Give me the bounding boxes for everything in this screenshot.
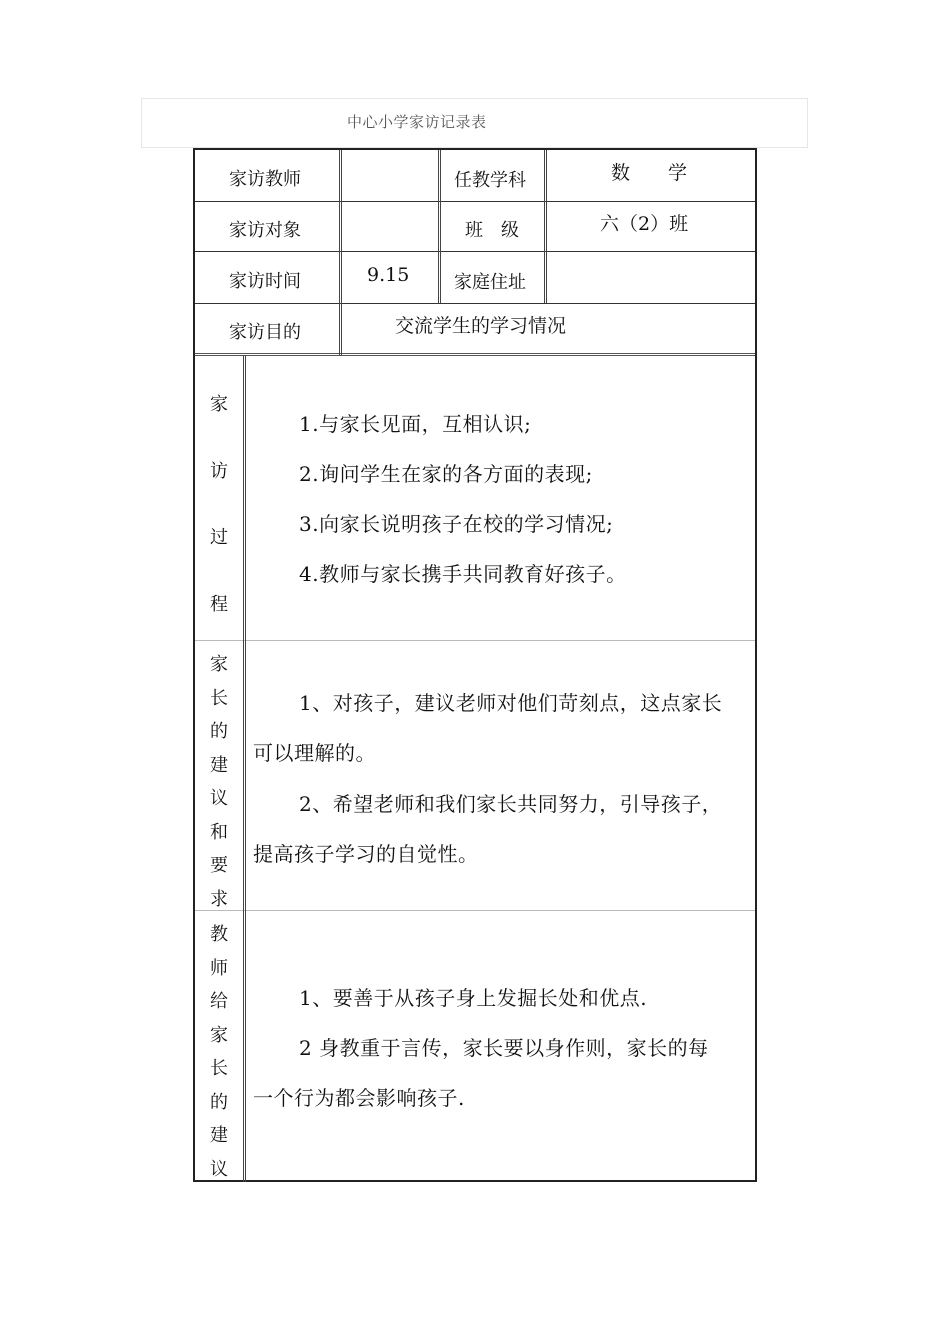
parent-suggestion-line: 可以理解的。 (253, 741, 376, 765)
teacher-suggestion-line: 1、要善于从孩子身上发掘长处和优点. (299, 986, 648, 1010)
class-label: 班 级 (465, 220, 519, 241)
subject-label: 任教学科 (454, 170, 526, 191)
parent-suggestion-line: 1、对孩子，建议老师对他们苛刻点，这点家长 (299, 691, 723, 715)
time-value: 9.15 (367, 264, 410, 286)
teacher-label: 家访教师 (229, 169, 301, 190)
purpose-label: 家访目的 (229, 322, 301, 343)
home-visit-form: 家访教师 任教学科 数 学 家访对象 班 级 六（2）班 家访时间 9.15 家庭住址 家访目的 交流学生的学习情况 家 访 过 程 1.与家长见面，互相认识; 2.询问学生在家的各方面的表现; 3.向家长说明孩子在校的学习情况; 4.教师与家长携手共同教育好孩子。 家 长 的 建 议 和 要 求 1、对孩子，建议老师对他们苛刻点，这点家长 可以理解的。 2、希望老师和我们家长共同努力，引导孩子， 提高孩子学习的自觉性。 教 师 给 家 长 的 建 议 1、要善于从孩子身上发掘长处和优点. 2 身教重于言传，家长要以身作则，家长的每 一个行为都会影响孩子. (193, 148, 757, 1182)
process-item: 4.教师与家长携手共同教育好孩子。 (299, 562, 627, 586)
row-divider (195, 353, 755, 356)
process-item: 2.询问学生在家的各方面的表现; (299, 462, 593, 486)
class-value: 六（2）班 (600, 213, 689, 235)
subject-value: 数 学 (611, 162, 688, 184)
process-item: 3.向家长说明孩子在校的学习情况; (299, 512, 614, 536)
row-divider (195, 303, 755, 304)
column-divider (243, 355, 246, 1182)
document-header (141, 98, 808, 148)
time-label: 家访时间 (229, 271, 301, 292)
column-divider (544, 150, 547, 303)
column-divider (339, 150, 342, 355)
row-divider (195, 910, 755, 911)
target-label: 家访对象 (229, 220, 301, 241)
row-divider (195, 640, 755, 641)
parent-suggestion-line: 提高孩子学习的自觉性。 (253, 842, 479, 866)
process-item: 1.与家长见面，互相认识; (299, 412, 532, 436)
purpose-value: 交流学生的学习情况 (395, 315, 567, 337)
column-divider (438, 150, 441, 303)
row-divider (195, 201, 755, 202)
address-label: 家庭住址 (454, 272, 526, 293)
document-title: 中心小学家访记录表 (347, 113, 487, 131)
parent-suggestion-line: 2、希望老师和我们家长共同努力，引导孩子， (299, 792, 723, 816)
teacher-suggestion-line: 一个行为都会影响孩子. (253, 1086, 465, 1110)
row-divider (195, 251, 755, 252)
teacher-suggestion-line: 2 身教重于言传，家长要以身作则，家长的每 (299, 1036, 709, 1060)
